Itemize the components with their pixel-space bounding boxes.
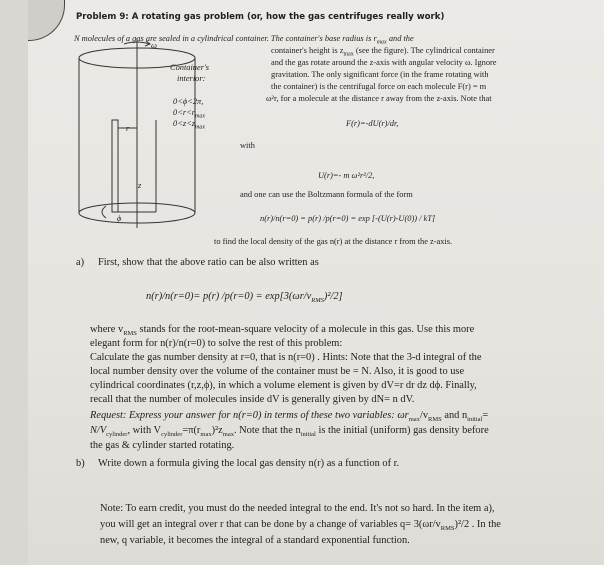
problem-title: Problem 9: A rotating gas problem (or, how the gas centrifuges really work) [76, 12, 445, 22]
part-a-request: Request: Express your answer for n(r=0) in terms of these two variables: $\omega r_{max}/v_{RMS}$ and $n_{initial}=$ [90, 410, 489, 424]
phi-label: ϕ [117, 214, 122, 223]
note-line-1: Note: To earn credit, you must do the needed integral to the end. It's not so hard. In the item a), [100, 503, 495, 514]
part-a-line-5: cylindrical coordinates (r,z,ϕ), in which a volume element is given by dV=r dr dz dϕ. Finally, [90, 380, 477, 391]
part-a-line-6: recall that the number of molecules inside dV is generally given by dN= n dV. [90, 394, 415, 405]
omega-label: ω [151, 41, 157, 50]
r-label: r [126, 124, 130, 133]
with-text: with [240, 141, 255, 150]
part-a-intro: First, show that the above ratio can be also written as [98, 257, 319, 268]
force-equation: F(r)=-dU(r)/dr, [346, 119, 399, 128]
interior-label: interior: [177, 74, 206, 83]
part-b-label: b) [76, 458, 85, 469]
range-phi: 0<ϕ<2π, [173, 97, 204, 106]
potential-equation: U(r)=- m ω²r²/2, [318, 171, 375, 180]
part-a-line-last: the gas & cylinder started rotating. [90, 440, 235, 451]
part-a-line-3: Calculate the gas number density at r=0, that is n(r=0) . Hints: Note that the 3-d integral of the [90, 352, 482, 363]
part-a-line-1: where $v_{RMS}$ stands for the root-mean-square velocity of a molecule in this gas. Use this more [90, 324, 475, 338]
intro-line-4: gravitation. The only significant force (in the frame rotating with [271, 70, 489, 79]
boltzmann-text: and one can use the Boltzmann formula of the form [240, 190, 413, 199]
note-line-3: new, q variable, it becomes the integral of a standard exponential function. [100, 535, 410, 546]
range-r: $0<r<r_{max}$ [173, 108, 206, 120]
note-line-2: you will get an integral over r that can be done by a change of variables $q= 3(\omega r/v_{RMS})^2/2$ . In the [100, 519, 501, 533]
part-a-line-4: local number density over the volume of the container must be = N. Also, it is good to use [90, 366, 465, 377]
phi-arc [102, 206, 106, 218]
boltzmann-equation: n(r)/n(r=0) = p(r) /p(r=0) = exp [-(U(r)-U(0)) / kT] [260, 214, 436, 223]
intro-line-6: ω²r, for a molecule at the distance r away from the z-axis. Note that [266, 94, 492, 103]
part-a-line-2: elegant form for n(r)/n(r=0) to solve the rest of this problem: [90, 338, 343, 349]
z-label: z [138, 181, 142, 190]
intro-line-2: container's height is $z_{max}$ (see the figure). The cylindrical container [271, 46, 495, 58]
range-z: $0<z<z_{max}$ [173, 119, 206, 131]
inner-marker [112, 120, 118, 212]
intro-line: N molecules of a gas are sealed in a cylindrical container. The container's base radius is $r_{max}$ and the [74, 34, 414, 46]
page [28, 0, 604, 565]
container-label: Container's [170, 63, 210, 72]
density-text: to find the local density of the gas n(r) at the distance r from the z-axis. [214, 237, 453, 246]
intro-line-5: the container) is the centrifugal force on each molecule F(r) = m [271, 82, 487, 91]
part-a-request-2: $N/V_{cylinder}$, with $V_{cylinder}=\pi(r_{max})^2z_{max}$. Note that the $n_{initial}$ is the initial (uniform) gas density before [90, 425, 489, 439]
part-b-text: Write down a formula giving the local gas density n(r) as a function of r. [98, 458, 400, 469]
intro-line-3: and the gas rotate around the z-axis with angular velocity ω. Ignore [271, 58, 497, 67]
part-a-label: a) [76, 257, 85, 268]
part-a-equation: n(r)/n(r=0)= p(r) $/p(r=0) = \exp[3(\omega r/v_{RMS})^2/2]$ [146, 291, 343, 305]
cylinder-figure [28, 0, 604, 565]
